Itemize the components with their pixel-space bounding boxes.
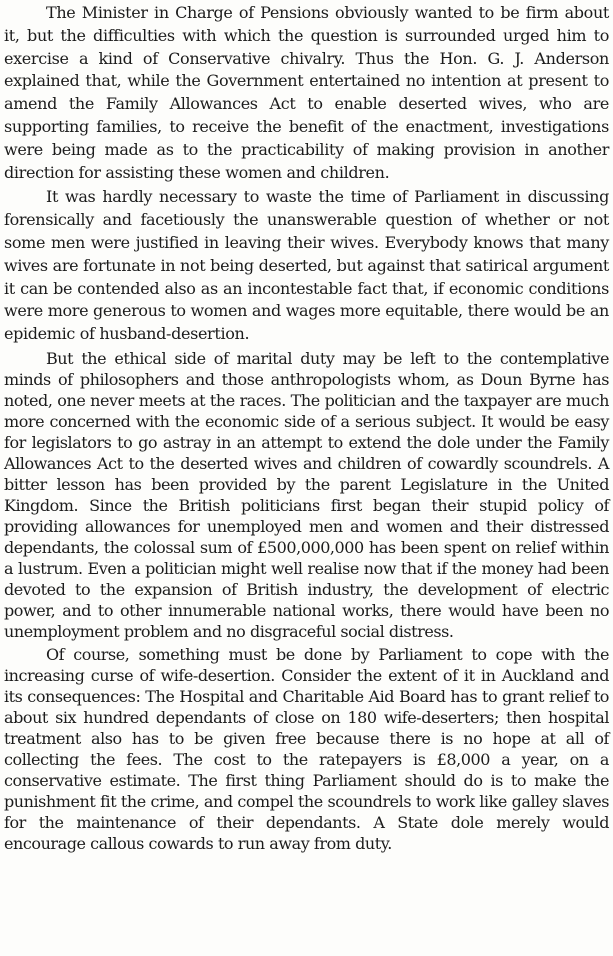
paragraph-1: The Minister in Charge of Pensions obviously wanted to be firm about it, but the difficulties with which the question is surrounded urged him to exercise a kind of Conservative chivalry. Thus the Hon. G. J. Anderson explained that, while the Government entertained no intention at present to amend the Family Allowances Act to enable deserted wives, who are supporting families, to receive the benefit of the enactment, investigations were being made as to the practicability of making provision in another direction for assisting these women and children. — [4, 3, 609, 182]
paragraph-4: Of course, something must be done by Parliament to cope with the increasing curse of wife-desertion. Consider the extent of it in Auckland and its consequences: The Hospital and Charitable Aid Board has to grant relief to about six hundred dependants of close on 180 wife-deserters; then hospital treatment also has to be given free because there is no hope at all of collecting the fees. The cost to the ratepayers is £8,000 a year, on a conservative estimate. The first thing Parliament should do is to make the punishment fit the crime, and compel the scoundrels to work like galley slaves for the maintenance of their dependants. A State dole merely would encourage callous cowards to run away from duty. — [4, 644, 609, 853]
paragraph-2: It was hardly necessary to waste the time of Parliament in discussing forensically and facetiously the unanswerable question of whether or not some men were justified in leaving their wives. Everybody knows that many wives are fortunate in not being deserted, but against that satirical argument it can be contended also as an incontestable fact that, if economic conditions were more generous to women and wages more equitable, there would be an epidemic of husband-desertion. — [4, 187, 609, 344]
paragraph-3: But the ethical side of marital duty may be left to the contemplative minds of philosophers and those anthropologists whom, as Doun Byrne has noted, one never meets at the races. The politician and the taxpayer are much more concerned with the economic side of a serious subject. It would be easy for legislators to go astray in an attempt to extend the dole under the Family Allowances Act to the deserted wives and children of cowardly scoundrels. A bitter lesson has been provided by the parent Legislature in the United Kingdom. Since the British politicians first began their stupid policy of providing allowances for unemployed men and women and their distressed dependants, the colossal sum of £500,000,000 has been spent on relief within a lustrum. Even a politician might well realise now that if the money had been devoted to the expansion of British industry, the development of electric power, and to other innumerable national works, there would have been no unemployment problem and no disgraceful social distress. — [4, 348, 609, 641]
